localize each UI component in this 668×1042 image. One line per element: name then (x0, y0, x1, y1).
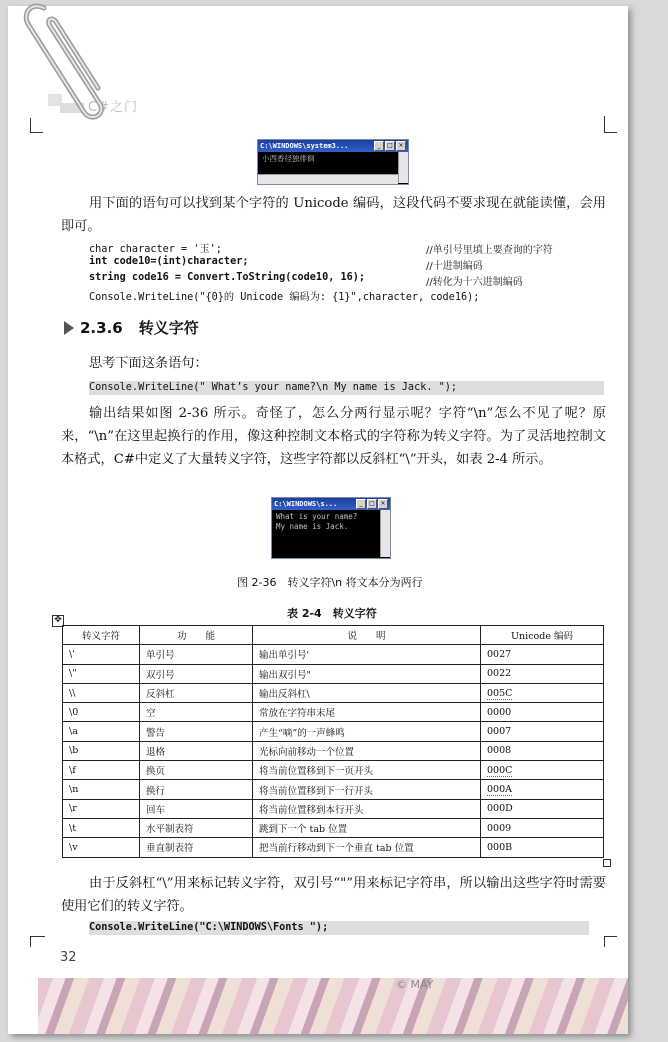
code-comment-2: //十进制编码 (426, 261, 483, 272)
cell: 输出双引号" (253, 664, 481, 683)
cell: 0008 (481, 741, 604, 760)
table-row (63, 645, 604, 664)
code-statement: Console.WriteLine("C:\WINDOWS\Fonts "); (89, 922, 329, 933)
table-row (63, 799, 604, 818)
table-row (63, 838, 604, 857)
horizontal-scrollbar[interactable] (258, 174, 398, 184)
cell: 产生“嘀”的一声蜂鸣 (253, 722, 481, 741)
vertical-scrollbar[interactable] (380, 510, 390, 557)
cell: \t (63, 818, 140, 837)
cell: 0007 (481, 722, 604, 741)
cell (481, 683, 604, 702)
console-output (272, 510, 390, 534)
cell: \n (63, 780, 140, 799)
close-button[interactable]: × (396, 141, 406, 151)
table-row (63, 722, 604, 741)
cell: \a (63, 722, 140, 741)
close-button[interactable]: × (378, 499, 388, 509)
cell: 输出单引号' (253, 645, 481, 664)
col-header: 说 明 (253, 626, 481, 645)
cell: 空 (140, 703, 253, 722)
table-row (63, 664, 604, 683)
crop-mark (604, 936, 617, 947)
table-header-row (63, 626, 604, 645)
table-caption: 表 2-4 转义字符 (287, 607, 377, 620)
console-line: What is your name? (276, 512, 358, 521)
title-bar (272, 498, 390, 510)
decorative-footer-image (38, 978, 628, 1034)
unicode-value: 005C (487, 687, 513, 699)
table-row (63, 703, 604, 722)
cell: \" (63, 664, 140, 683)
code-comment-3: //转化为十六进制编码 (426, 277, 523, 288)
cell: 将当前位置移到下一行开头 (253, 780, 481, 799)
window-title: C:\WINDOWS\s... (274, 500, 338, 508)
crop-mark (30, 936, 45, 947)
paragraph-2: 思考下面这条语句： (89, 356, 208, 371)
maximize-button[interactable]: □ (367, 499, 377, 509)
table-row (63, 761, 604, 780)
table-row (63, 683, 604, 702)
book-page (8, 6, 628, 1034)
paragraph-3: 输出结果如图 2-36 所示。奇怪了，怎么分两行显示呢？字符“\n”怎么不见了呢？原来，“\n”在这里起换行的作用，像这种控制文本格式的字符称为转义字符。为了灵活地控制文本格式，C#中定义了大量转义字符，这些字符都以反斜杠“\”开头，如表 2-4 所示。 (61, 406, 606, 467)
col-header: 转义字符 (63, 626, 140, 645)
cell: 水平制表符 (140, 818, 253, 837)
section-number: 2.3.6 (80, 318, 123, 337)
cell: 0009 (481, 818, 604, 837)
cell: 退格 (140, 741, 253, 760)
cell: 垂直制表符 (140, 838, 253, 857)
col-header: Unicode 编码 (481, 626, 604, 645)
code-line-2: int code10=(int)character; (89, 256, 249, 267)
cell: 单引号 (140, 645, 253, 664)
table-resize-handle[interactable] (603, 859, 611, 867)
maximize-button[interactable]: □ (385, 141, 395, 151)
cell: 换行 (140, 780, 253, 799)
cell (481, 780, 604, 799)
cell: 0000 (481, 703, 604, 722)
section-title: 转义字符 (138, 319, 199, 337)
section-triangle-icon (64, 321, 74, 335)
cell: 0022 (481, 664, 604, 683)
cell: 0027 (481, 645, 604, 664)
cell: 将当前位置移到下一页开头 (253, 761, 481, 780)
code-line-1: char character = '玉'; (89, 244, 222, 255)
watermark: © MAY (396, 978, 434, 991)
figure-caption: 图 2-36 转义字符\n 将文本分为两行 (237, 576, 423, 589)
minimize-button[interactable]: _ (356, 499, 366, 509)
unicode-value: 000C (487, 764, 513, 776)
cell: \b (63, 741, 140, 760)
col-header: 功 能 (140, 626, 253, 645)
cell: 警告 (140, 722, 253, 741)
cell: 换页 (140, 761, 253, 780)
cell: 光标向前移动一个位置 (253, 741, 481, 760)
minimize-button[interactable]: _ (374, 141, 384, 151)
cell: 跳到下一个 tab 位置 (253, 818, 481, 837)
cell: 回车 (140, 799, 253, 818)
table-row (63, 741, 604, 760)
crop-mark (604, 116, 617, 133)
console-output: 小西香径独徘徊 (262, 154, 315, 163)
window-title: C:\WINDOWS\system3... (260, 142, 349, 150)
cell (481, 761, 604, 780)
unicode-value: 000A (487, 784, 512, 796)
section-heading (64, 317, 199, 338)
table-row (63, 780, 604, 799)
escape-table (62, 625, 604, 858)
cell: 常放在字符串末尾 (253, 703, 481, 722)
table-row (63, 818, 604, 837)
cell: \\ (63, 683, 140, 702)
cell: 000B (481, 838, 604, 857)
code-line-4: Console.WriteLine("{0}的 Unicode 编码为: {1}",character, code16); (89, 292, 480, 303)
title-bar (258, 140, 408, 152)
console-window-2 (271, 497, 391, 559)
paragraph-1: 用下面的语句可以找到某个字符的 Unicode 编码，这段代码不要求现在就能读懂，会用即可。 (61, 196, 606, 234)
table-move-handle-icon[interactable]: ✥ (52, 615, 64, 627)
cell: 反斜杠 (140, 683, 253, 702)
code-line-3: string code16 = Convert.ToString(code10, 16); (89, 272, 366, 283)
page-number: 32 (60, 950, 77, 965)
console-window-1 (257, 139, 409, 185)
cell: 000D (481, 799, 604, 818)
code-comment-1: //单引号里填上要查询的字符 (426, 245, 553, 256)
console-line: My name is Jack. (276, 522, 349, 531)
header-text: C#之门 (88, 100, 138, 115)
code-statement: Console.WriteLine(" What’s your name?\n My name is Jack. "); (89, 382, 458, 393)
cell: 将当前位置移到本行开头 (253, 799, 481, 818)
paperclip-icon (14, 0, 114, 130)
cell: \f (63, 761, 140, 780)
cell: \' (63, 645, 140, 664)
cell: 双引号 (140, 664, 253, 683)
cell: \0 (63, 703, 140, 722)
vertical-scrollbar[interactable] (398, 152, 408, 183)
cell: \r (63, 799, 140, 818)
cell: 输出反斜杠\ (253, 683, 481, 702)
cell: \v (63, 838, 140, 857)
cell: 把当前行移动到下一个垂直 tab 位置 (253, 838, 481, 857)
paragraph-4: 由于反斜杠“\”用来标记转义字符，双引号“"”用来标记字符串，所以输出这些字符时需要使用它们的转义字符。 (61, 876, 606, 914)
